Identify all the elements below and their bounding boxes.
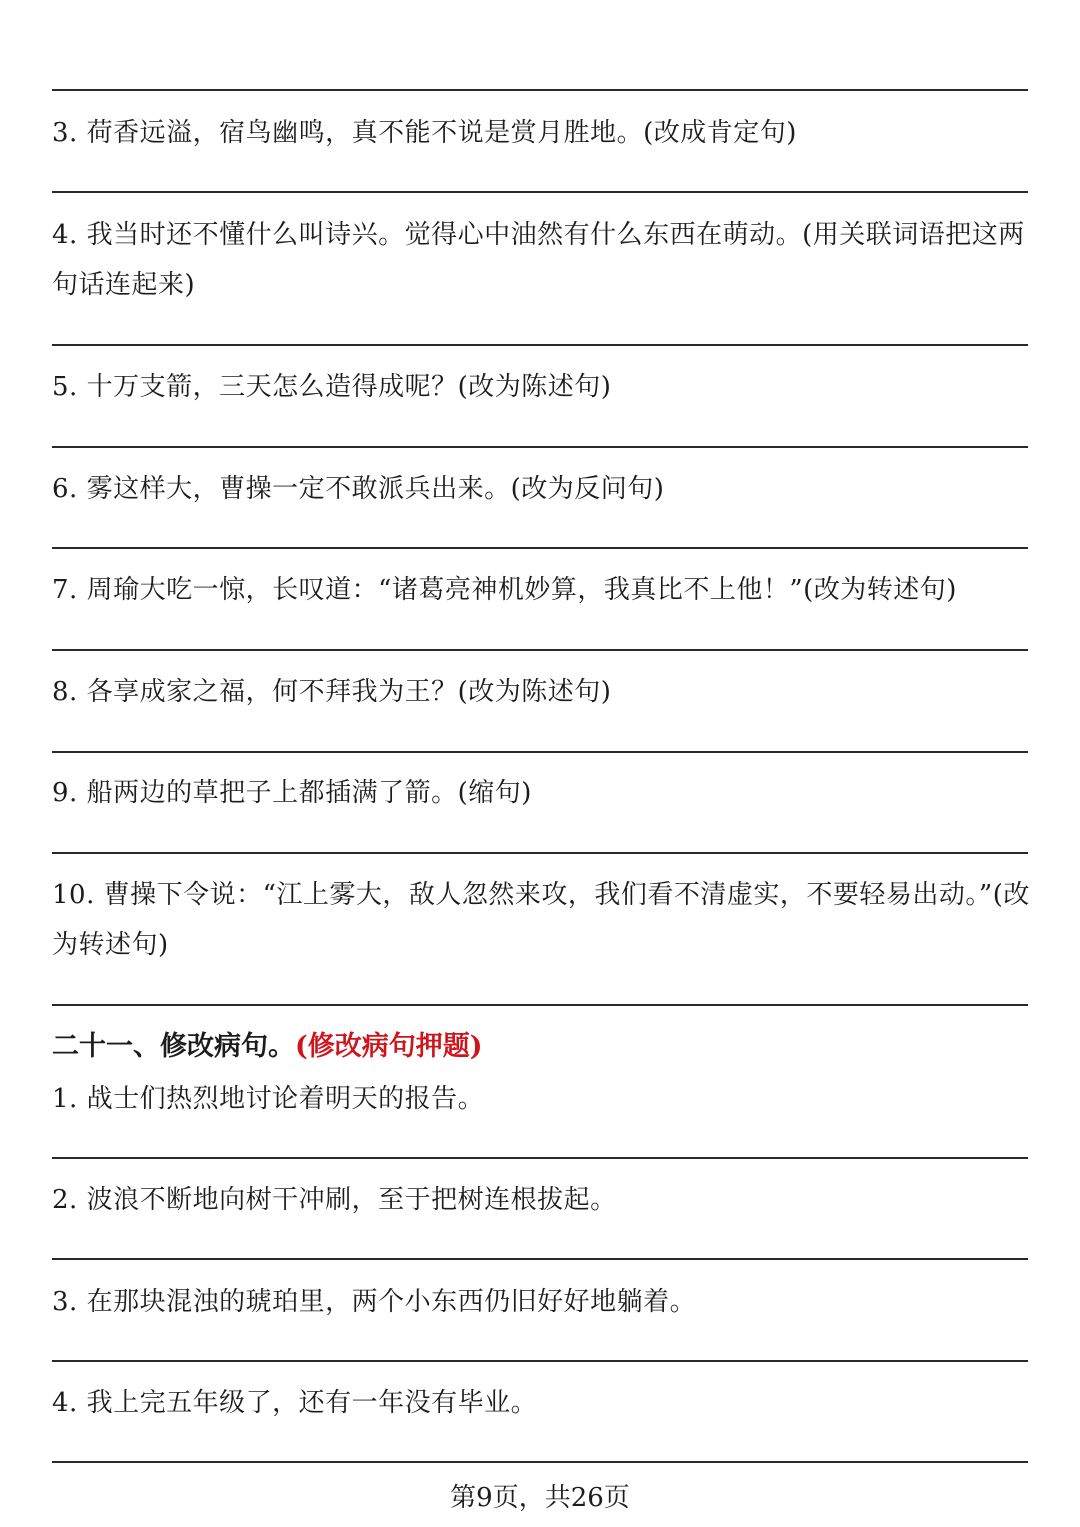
answer-line xyxy=(52,547,1028,549)
question-item: 1. 战士们热烈地讨论着明天的报告。 xyxy=(52,1084,485,1114)
answer-line xyxy=(52,89,1028,91)
question-item: 8. 各享成家之福，何不拜我为王？(改为陈述句) xyxy=(52,677,612,707)
question-item: 6. 雾这样大，曹操一定不敢派兵出来。(改为反问句) xyxy=(52,474,665,504)
question-item: 10. 曹操下令说：“江上雾大，敌人忽然来攻，我们看不清虚实，不要轻易出动。”(改为转述句) xyxy=(52,880,1030,960)
answer-line xyxy=(52,446,1028,448)
answer-line xyxy=(52,1004,1028,1006)
answer-line xyxy=(52,1157,1028,1159)
question-item: 7. 周瑜大吃一惊，长叹道：“诸葛亮神机妙算，我真比不上他！”(改为转述句) xyxy=(52,575,957,605)
section-heading xyxy=(52,1027,1028,1067)
question-item: 3. 在那块混浊的琥珀里，两个小东西仍旧好好地躺着。 xyxy=(52,1287,697,1317)
answer-line xyxy=(52,344,1028,346)
answer-line xyxy=(52,852,1028,854)
question-item: 3. 荷香远溢，宿鸟幽鸣，真不能不说是赏月胜地。(改成肯定句) xyxy=(52,118,797,148)
answer-line xyxy=(52,751,1028,753)
page-number: 第9页，共26页 xyxy=(450,1483,630,1513)
answer-line xyxy=(52,1258,1028,1260)
question-item: 2. 波浪不断地向树干冲刷，至于把树连根拔起。 xyxy=(52,1185,617,1215)
question-item: 4. 我当时还不懂什么叫诗兴。觉得心中油然有什么东西在萌动。(用关联词语把这两句话连起来) xyxy=(52,220,1025,300)
answer-line xyxy=(52,191,1028,193)
answer-line xyxy=(52,649,1028,651)
section-title: 二十一、修改病句。 xyxy=(52,1031,295,1062)
question-item: 9. 船两边的草把子上都插满了箭。(缩句) xyxy=(52,778,532,808)
answer-line xyxy=(52,1360,1028,1362)
question-item: 5. 十万支箭，三天怎么造得成呢？(改为陈述句) xyxy=(52,372,612,402)
question-item: 4. 我上完五年级了，还有一年没有毕业。 xyxy=(52,1388,538,1418)
section-tag: (修改病句押题) xyxy=(295,1031,483,1062)
answer-line xyxy=(52,1461,1028,1463)
